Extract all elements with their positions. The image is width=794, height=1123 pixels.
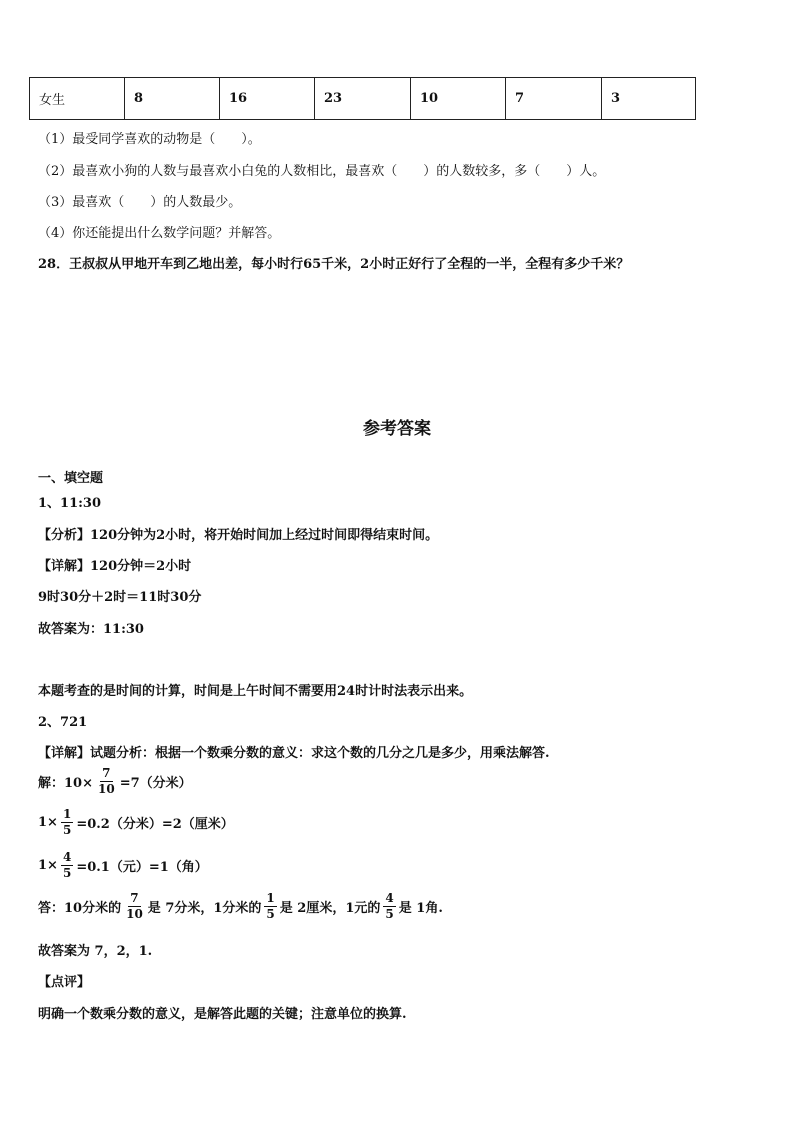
expr-text: =7（分米） [119, 776, 192, 792]
expr-text: =0.2（分米）=2（厘米） [76, 817, 234, 833]
answer-2-line-2 [38, 808, 234, 837]
table-cell: 8 [125, 78, 220, 120]
survey-table [29, 77, 696, 120]
fraction [61, 808, 73, 837]
fraction-denominator: 5 [266, 907, 275, 922]
table-cell: 16 [220, 78, 315, 120]
fraction-denominator: 5 [62, 866, 72, 881]
fraction [264, 892, 276, 921]
answer-2-remark: 明确一个数乘分数的意义，是解答此题的关键；注意单位的换算. [38, 1007, 407, 1022]
expr-text: 是 2厘米，1元的 [279, 901, 381, 917]
question-28: 28．王叔叔从甲地开车到乙地出差，每小时行65千米，2小时正好行了全程的一半，全程有多少千米？ [38, 257, 630, 272]
answer-2-head: 2、721 [38, 715, 88, 730]
table-cell: 7 [506, 78, 602, 120]
fraction-numerator: 7 [100, 767, 112, 782]
expr-text: 1× [38, 858, 58, 874]
answer-1-head: 1、11:30 [38, 496, 102, 511]
section-heading: 一、填空题 [38, 471, 104, 486]
answer-2-final: 故答案为 7，2，1. [38, 944, 153, 959]
fraction [96, 767, 117, 796]
table-cell: 10 [411, 78, 506, 120]
answer-2-remark-head: 【点评】 [38, 975, 91, 990]
question-4: （4）你还能提出什么数学问题？并解答。 [38, 226, 281, 241]
fraction [383, 892, 395, 921]
expr-text: 答：10分米的 [38, 901, 122, 917]
expr-text: =0.1（元）=1（角） [76, 860, 208, 876]
fraction-numerator: 1 [264, 892, 276, 907]
answer-1-comment: 本题考查的是时间的计算，时间是上午时间不需要用24时计时法表示出来。 [38, 684, 473, 699]
question-1: （1）最受同学喜欢的动物是（ ）。 [38, 132, 261, 147]
table-row [30, 78, 696, 120]
fraction-denominator: 5 [385, 907, 394, 922]
answer-2-line-3 [38, 851, 208, 880]
expr-text: 1× [38, 815, 58, 831]
row-label-girls: 女生 [30, 78, 125, 120]
question-3: （3）最喜欢（ ）的人数最少。 [38, 195, 242, 210]
answer-1-detail: 【详解】120分钟＝2小时 [38, 559, 192, 574]
fraction [124, 892, 145, 921]
fraction-numerator: 4 [383, 892, 395, 907]
fraction-denominator: 10 [126, 907, 143, 922]
answers-title: 参考答案 [363, 419, 431, 439]
fraction-denominator: 5 [62, 823, 72, 838]
table-cell: 23 [315, 78, 411, 120]
table-cell: 3 [602, 78, 696, 120]
fraction-numerator: 7 [128, 892, 140, 907]
fraction-denominator: 10 [97, 782, 115, 797]
answer-1-calc: 9时30分＋2时＝11时30分 [38, 590, 202, 605]
answer-2-answer [38, 892, 443, 921]
fraction [61, 851, 73, 880]
fraction-numerator: 4 [61, 851, 73, 866]
expr-text: 是 1角. [398, 901, 443, 917]
fraction-numerator: 1 [61, 808, 73, 823]
answer-1-analysis: 【分析】120分钟为2小时，将开始时间加上经过时间即得结束时间。 [38, 528, 439, 543]
question-2: （2）最喜欢小狗的人数与最喜欢小白兔的人数相比，最喜欢（ ）的人数较多，多（ ）人。 [38, 164, 606, 179]
expr-text: 解：10× [38, 776, 93, 792]
answer-2-line-1 [38, 767, 192, 796]
answer-2-detail: 【详解】试题分析：根据一个数乘分数的意义：求这个数的几分之几是多少，用乘法解答. [38, 746, 550, 761]
expr-text: 是 7分米，1分米的 [147, 901, 262, 917]
answer-1-result: 故答案为：11:30 [38, 622, 144, 637]
